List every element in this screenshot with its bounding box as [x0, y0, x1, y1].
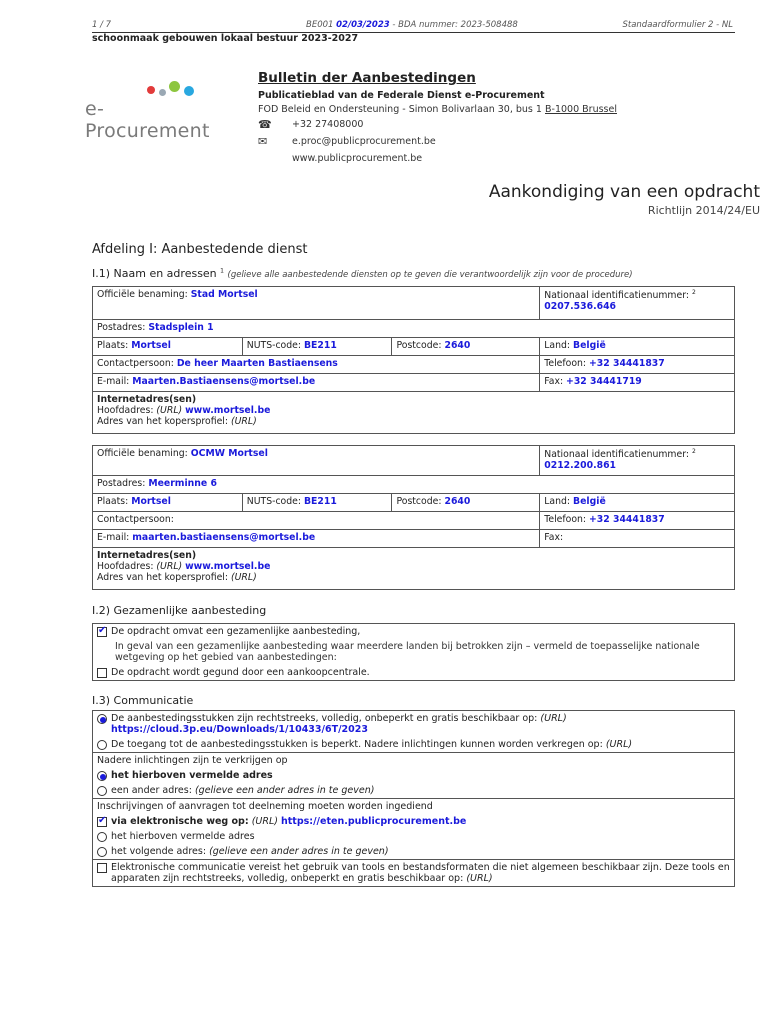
email[interactable]: Maarten.Bastiaensens@mortsel.be: [132, 376, 316, 387]
logo-dot-blue: [184, 86, 194, 96]
label: Land:: [544, 496, 571, 507]
email-cell: [93, 530, 540, 548]
submit-electronic-checkbox[interactable]: [97, 817, 107, 827]
phone-icon: ☎: [258, 118, 272, 131]
postcode-cell: [392, 494, 540, 512]
postcode: 2640: [444, 496, 471, 507]
docs-free-radio[interactable]: [97, 714, 107, 724]
info-label: Nadere inlichtingen zijn te verkrijgen op: [93, 752, 734, 768]
official-name-cell: [93, 287, 540, 320]
contact-cell: [93, 356, 540, 374]
contact-person: De heer Maarten Bastiaensens: [176, 358, 338, 369]
submit-above-label: het hierboven vermelde adres: [111, 831, 255, 842]
label: Telefoon:: [544, 514, 587, 525]
docs-free-label: De aanbestedingsstukken zijn rechtstreeks, volledig, onbeperkt en gratis beschikbaar op:: [111, 713, 538, 724]
postal-address: Meerminne 6: [148, 478, 217, 489]
national-id-cell: [540, 287, 735, 320]
bulletin-web-line: [258, 153, 638, 166]
country: België: [573, 340, 606, 351]
label: Postadres:: [97, 322, 146, 333]
internet-cell: [93, 548, 735, 590]
internet-cell: [93, 392, 735, 434]
nuts-cell: [242, 338, 392, 356]
central-checkbox[interactable]: [97, 668, 107, 678]
envelope-icon: ✉: [258, 135, 268, 148]
label: Contactpersoon:: [97, 514, 174, 525]
subsection-i1-title: [92, 267, 633, 280]
country-cell: [540, 338, 735, 356]
main-address-line: [97, 561, 730, 572]
other-note: (gelieve een ander adres in te geven): [209, 846, 389, 857]
joint-option: [93, 624, 734, 639]
docs-restricted-label: De toegang tot de aanbestedingsstukken is beperkt. Nadere inlichtingen kunnen worden verkregen op:: [111, 739, 603, 750]
national-id-cell: [540, 446, 735, 476]
national-id: 0212.200.861: [544, 460, 617, 472]
fax-cell: [540, 374, 735, 392]
table-row: [93, 512, 735, 530]
internet-label: Internetadres(sen): [97, 394, 197, 405]
tools-checkbox[interactable]: [97, 863, 107, 873]
phone-cell: [540, 512, 735, 530]
nuts-code: BE211: [303, 496, 337, 507]
central-option: [93, 665, 734, 680]
submit-following-label: het volgende adres:: [111, 846, 207, 857]
table-row: [93, 494, 735, 512]
main-address-line: [97, 405, 730, 416]
country: België: [573, 496, 606, 507]
i1-note: (gelieve alle aanbestedende diensten op te geven die verantwoordelijk zijn voor de procedure): [227, 270, 633, 280]
entity-1-table: [92, 286, 735, 434]
submit-url[interactable]: https://eten.publicprocurement.be: [280, 816, 467, 827]
url-tag: (URL): [231, 416, 257, 427]
announcement-title: Aankondiging van een opdracht: [488, 182, 760, 202]
footnote-1: 1: [220, 267, 224, 275]
phone-cell: [540, 356, 735, 374]
bulletin-email[interactable]: e.proc@publicprocurement.be: [292, 136, 436, 147]
submit-electronic-option: [93, 814, 734, 829]
label: NUTS-code:: [246, 496, 301, 507]
announcement-heading: [489, 182, 760, 217]
label: Hoofdadres:: [97, 561, 154, 572]
submit-above-option: [93, 829, 734, 844]
logo-text: e-Procurement: [85, 98, 210, 142]
bulletin-email-line: [258, 136, 638, 149]
submit-above-radio[interactable]: [97, 832, 107, 842]
subsection-i3-title: I.3) Communicatie: [92, 694, 194, 707]
label: Postcode:: [396, 340, 442, 351]
logo-dot-green: [169, 81, 180, 92]
info-other-radio[interactable]: [97, 786, 107, 796]
submit-label: Inschrijvingen of aanvragen tot deelneming moeten worden ingediend: [93, 798, 734, 814]
bulletin-subtitle: Publicatieblad van de Federale Dienst e-Procurement: [258, 90, 545, 101]
contract-subject: schoonmaak gebouwen lokaal bestuur 2023-2027: [92, 33, 359, 44]
national-id: 0207.536.646: [544, 301, 617, 313]
city: Mortsel: [131, 340, 171, 351]
logo-dot-red: [147, 86, 155, 94]
docs-url[interactable]: https://cloud.3p.eu/Downloads/1/10433/6T/2023: [111, 724, 368, 735]
label: Officiële benaming:: [97, 289, 188, 300]
postal-address-cell: [93, 476, 735, 494]
tools-option: [93, 859, 734, 886]
table-row: [93, 446, 735, 476]
table-row: [93, 338, 735, 356]
postcode-cell: [392, 338, 540, 356]
communication-box: [92, 710, 735, 887]
submit-electronic-label: via elektronische weg op:: [111, 816, 249, 827]
footnote-2: 2: [691, 289, 696, 296]
table-row: [93, 356, 735, 374]
bulletin-address: [258, 104, 638, 115]
e-procurement-logo: [85, 80, 225, 142]
joint-note: In geval van een gezamenlijke aanbesteding waar meerdere landen bij betrokken zijn – vermeld de toepasselijke nationale wetgeving op het gebied van aanbestedingen:: [115, 641, 700, 663]
label: Nationaal identificatienummer:: [544, 449, 689, 461]
postcode: 2640: [444, 340, 471, 351]
footnote-2: 2: [691, 448, 696, 455]
phone: +32 34441837: [589, 514, 665, 525]
joint-label: De opdracht omvat een gezamenlijke aanbesteding,: [111, 626, 361, 637]
table-row: [93, 320, 735, 338]
url-tag: (URL): [156, 561, 183, 572]
email[interactable]: maarten.bastiaensens@mortsel.be: [132, 532, 316, 543]
url-tag: (URL): [540, 713, 567, 724]
table-row: [93, 476, 735, 494]
form-code: BE001: [306, 20, 334, 30]
label: Plaats:: [97, 340, 129, 351]
submit-following-radio[interactable]: [97, 847, 107, 857]
info-above-label: het hierboven vermelde adres: [111, 770, 273, 781]
page-header: [92, 19, 735, 33]
label: Nationaal identificatienummer:: [544, 290, 689, 302]
label: E-mail:: [97, 376, 130, 387]
other-note: (gelieve een ander adres in te geven): [194, 785, 375, 796]
docs-restricted-option: [93, 737, 734, 752]
table-row: [93, 287, 735, 320]
subsection-i2-title: I.2) Gezamenlijke aanbesteding: [92, 604, 267, 617]
url-tag: (URL): [251, 816, 278, 827]
joint-checkbox[interactable]: [97, 627, 107, 637]
postal-address: Stadsplein 1: [148, 322, 214, 333]
official-name: OCMW Mortsel: [190, 448, 268, 459]
info-above-option: [93, 768, 734, 783]
label: Land:: [544, 340, 571, 351]
bulletin-block: [258, 70, 638, 166]
url-tag: (URL): [231, 572, 257, 583]
main-address[interactable]: www.mortsel.be: [185, 561, 271, 572]
info-above-radio[interactable]: [97, 771, 107, 781]
bulletin-website[interactable]: www.publicprocurement.be: [292, 153, 423, 164]
label: NUTS-code:: [246, 340, 301, 351]
header-reference: [306, 20, 518, 30]
city-cell: [93, 338, 243, 356]
label: Adres van het kopersprofiel:: [97, 416, 229, 427]
bulletin-title: Bulletin der Aanbestedingen: [258, 70, 476, 86]
i1-title-text: I.1) Naam en adressen: [92, 267, 217, 280]
table-row: [93, 530, 735, 548]
section-title: Afdeling I: Aanbestedende dienst: [92, 242, 308, 257]
bda-number: - BDA nummer: 2023-508488: [392, 20, 518, 30]
table-row: [93, 548, 735, 590]
label: E-mail:: [97, 532, 130, 543]
docs-restricted-radio[interactable]: [97, 740, 107, 750]
email-cell: [93, 374, 540, 392]
buyer-profile-line: [97, 572, 730, 583]
label: Postcode:: [396, 496, 442, 507]
internet-label: Internetadres(sen): [97, 550, 197, 561]
logo-dot-grey: [159, 89, 166, 96]
logo-dots: [145, 80, 205, 100]
page-number: 1 / 7: [92, 20, 112, 30]
bulletin-phone-line: [258, 119, 638, 132]
label: Postadres:: [97, 478, 146, 489]
contact-cell: [93, 512, 540, 530]
label: Contactpersoon:: [97, 358, 174, 369]
entity-2-table: [92, 445, 735, 590]
url-tag: (URL): [605, 739, 633, 750]
nuts-cell: [242, 494, 392, 512]
label: Officiële benaming:: [97, 448, 188, 459]
postal-address-cell: [93, 320, 735, 338]
info-other-label: een ander adres:: [111, 785, 192, 796]
nuts-code: BE211: [303, 340, 337, 351]
submit-following-option: [93, 844, 734, 859]
label: Adres van het kopersprofiel:: [97, 572, 229, 583]
city-cell: [93, 494, 243, 512]
info-other-option: [93, 783, 734, 798]
bulletin-street: FOD Beleid en Ondersteuning - Simon Bolivarlaan 30, bus 1: [258, 104, 542, 115]
docs-free-option: [93, 711, 734, 737]
publication-date: 02/03/2023: [336, 20, 390, 30]
joint-procurement-box: [92, 623, 735, 681]
table-row: [93, 392, 735, 434]
tools-label: Elektronische communicatie vereist het gebruik van tools en bestandsformaten die niet algemeen beschikbaar zijn. Deze tools en apparaten zijn rechtstreeks, volledig, onbeperkt en gratis beschikbaar op:: [111, 862, 730, 884]
label: Telefoon:: [544, 358, 587, 369]
buyer-profile-line: [97, 416, 730, 427]
country-cell: [540, 494, 735, 512]
label: Hoofdadres:: [97, 405, 154, 416]
official-name-cell: [93, 446, 540, 476]
official-name: Stad Mortsel: [190, 289, 258, 300]
label: Fax:: [544, 532, 564, 543]
bulletin-phone: +32 27408000: [292, 119, 364, 130]
phone: +32 34441837: [589, 358, 665, 369]
label: Plaats:: [97, 496, 129, 507]
main-address[interactable]: www.mortsel.be: [185, 405, 271, 416]
url-tag: (URL): [466, 873, 493, 884]
city: Mortsel: [131, 496, 171, 507]
bulletin-postcode: B-1000 Brussel: [545, 104, 617, 115]
url-tag: (URL): [156, 405, 183, 416]
label: Fax:: [544, 376, 564, 387]
directive: Richtlijn 2014/24/EU: [647, 204, 760, 217]
fax-cell: [540, 530, 735, 548]
fax: +32 34441719: [566, 376, 642, 387]
form-type: Standaardformulier 2 - NL: [622, 20, 733, 30]
table-row: [93, 374, 735, 392]
central-label: De opdracht wordt gegund door een aankoopcentrale.: [111, 667, 370, 678]
